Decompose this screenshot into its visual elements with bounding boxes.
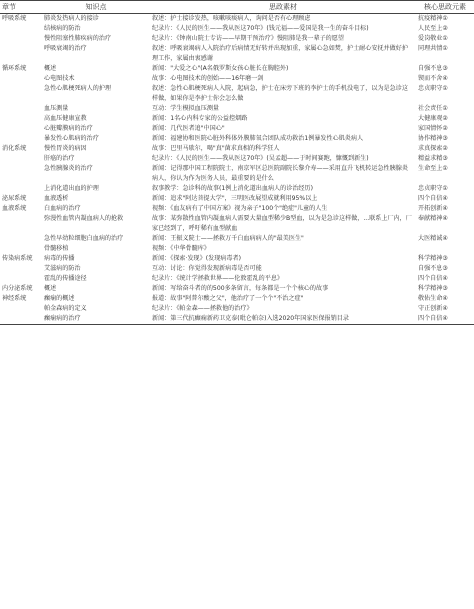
cell-material: 纪录片：《统计学拯救世界——伦敦霍乱的平息》 — [152, 275, 284, 282]
cell-chapter — [0, 264, 42, 274]
cell-knowledge-point: 癫痫的概述 — [44, 295, 75, 302]
table-row — [0, 304, 474, 314]
cell-material: 新闻：《探索·发现》(发现病毒者) — [152, 255, 241, 262]
table-row — [0, 74, 474, 84]
cell-material: 互动：学生模拟血压测量 — [152, 105, 220, 112]
cell-core-element: 忠贞职守① — [418, 185, 448, 192]
cell-material: 新闻："大爱之心"(A名俄罗斯女孩心脏长在胸腔外) — [152, 65, 289, 72]
cell-chapter — [0, 244, 42, 254]
table-row — [0, 164, 474, 184]
cell-knowledge-point: 慢性胃炎的病因 — [44, 145, 87, 152]
cell-chapter — [0, 34, 42, 44]
cell-chapter — [0, 154, 42, 164]
table-row — [0, 114, 474, 124]
cell-core-element — [416, 244, 474, 254]
header-core-element: 核心思政元素 — [416, 1, 474, 14]
cell-core-element: 奉献精神④ — [418, 215, 448, 222]
cell-knowledge-point: 结核病的防治 — [44, 25, 81, 32]
cell-core-element: 协作精神③ — [418, 135, 448, 142]
table-row — [0, 14, 474, 25]
table-row — [0, 284, 474, 294]
cell-core-element: 科学精神③ — [418, 255, 448, 262]
cell-knowledge-point: 急性早幼粒细胞白血病的治疗 — [44, 235, 124, 242]
cell-core-element: 大医精诚④ — [418, 235, 448, 242]
cell-chapter — [0, 134, 42, 144]
cell-chapter: 泌尿系统 — [2, 195, 27, 202]
cell-knowledge-point: 血压测量 — [44, 105, 69, 112]
cell-knowledge-point: 呼吸衰竭的治疗 — [44, 45, 87, 52]
cell-knowledge-point: 帕金森病的定义 — [44, 305, 87, 312]
cell-chapter: 内分泌系统 — [2, 285, 33, 292]
cell-knowledge-point: 霍乱的传播途径 — [44, 275, 87, 282]
table-row — [0, 194, 474, 204]
cell-core-element: 敬佑生命④ — [418, 295, 448, 302]
cell-material: 叙述：急性心肌梗死病人入院，起病急，护士在床旁下班的李护士的手机没电了，以为是急诊这样做，如果你是李护士你会怎么做 — [152, 85, 408, 102]
cell-core-element: 科学精神③ — [418, 285, 448, 292]
header-knowledge-point: 知识点 — [42, 1, 150, 14]
cell-knowledge-point: 概述 — [44, 285, 57, 292]
cell-material: 纪录片：《钟南山院士专访——早期干预治疗》慢阻肺是我一辈子的愿望 — [152, 35, 344, 42]
cell-core-element: 同理共情① — [418, 45, 448, 52]
cell-core-element: 四个自信④ — [416, 314, 474, 325]
cell-chapter — [0, 84, 42, 104]
cell-material: 新闻：记得那中国工程院院士，南京军区总医院副院长黎介寿——采用直升飞机转运急性胰腺炎病人，你认为作为医务人员，最重要的是什么 — [152, 165, 408, 182]
cell-knowledge-point: 上消化道出血的护理 — [44, 185, 99, 192]
cell-chapter: 传染病系统 — [2, 255, 33, 262]
cell-knowledge-point: 肝癌的治疗 — [44, 155, 75, 162]
table-row — [0, 244, 474, 254]
cell-material: 新闻：写给奋斗者的的500多条留言，每条都是一个个核心的故事 — [152, 285, 329, 292]
table-row — [0, 294, 474, 304]
cell-material: 纪录片：《帕金森——拯救他的治疗》 — [152, 305, 253, 312]
cell-material: 故事：心电图技术的创始——16年磨一剑 — [152, 75, 264, 82]
cell-knowledge-point: 概述 — [44, 65, 57, 72]
cell-chapter — [0, 44, 42, 64]
cell-material: 故事：巴里马歇尔，喝"真"菌求真相的科学狂人 — [152, 145, 280, 152]
cell-material: 叙事教学：急诊科的故事(1例上消化道出血病人的诊治经历) — [152, 185, 313, 192]
table-row — [0, 314, 474, 325]
cell-material: 新闻：第三代抗癫痫新药卫克泰(吡仑帕奈)入选2020年国家医保报销目录 — [150, 314, 416, 325]
header-material: 思政素材 — [150, 1, 416, 14]
table-row — [0, 34, 474, 44]
table-row — [0, 234, 474, 244]
table-row — [0, 184, 474, 194]
table-row — [0, 64, 474, 74]
cell-knowledge-point: 弥漫性血管内凝血病人的抢救 — [44, 215, 124, 222]
cell-chapter — [0, 104, 42, 114]
cell-core-element: 忠贞职守① — [418, 85, 448, 92]
cell-knowledge-point: 血液透析 — [44, 195, 69, 202]
cell-core-element: 求真探索② — [418, 145, 448, 152]
table-row — [0, 214, 474, 234]
cell-core-element: 守正创新④ — [418, 305, 448, 312]
cell-knowledge-point: 高血压健康宣教 — [44, 115, 87, 122]
cell-material: 报道：故事"阿普尔酸之父"，他治疗了一个个"不治之症" — [152, 295, 304, 302]
table-row — [0, 254, 474, 264]
cell-chapter — [0, 24, 42, 34]
cell-chapter — [0, 234, 42, 244]
cell-core-element: 社会责任① — [418, 105, 448, 112]
cell-knowledge-point: 病毒的传播 — [44, 255, 75, 262]
cell-core-element: 锲而不舍④ — [418, 75, 448, 82]
cell-core-element: 自强不息③ — [418, 65, 448, 72]
cell-chapter: 呼吸系统 — [2, 15, 27, 22]
cell-knowledge-point: 癫痫病的治疗 — [42, 314, 150, 325]
cell-material: 纪录片：《人民的医生——我从医这70年》(钱元福——爱国是我一生的奋斗目标) — [152, 25, 369, 32]
table-row — [0, 204, 474, 214]
cell-knowledge-point: 心脏瓣膜病的治疗 — [44, 125, 93, 132]
cell-chapter: 消化系统 — [2, 145, 27, 152]
cell-material: 互动：讨论：你觉得发现新病毒是否可能 — [152, 265, 262, 272]
table-row — [0, 84, 474, 104]
cell-material: 新闻：福建协和医院心脏外科体外膜肺氧合团队成功救治1例暴发性心肌炎病人 — [152, 135, 364, 142]
table-row — [0, 124, 474, 134]
cell-knowledge-point: 急性心肌梗死病人的护理 — [44, 85, 112, 92]
cell-core-element: 大健康观② — [418, 115, 448, 122]
table-row — [0, 44, 474, 64]
cell-core-element: 开拓创新④ — [418, 205, 448, 212]
cell-chapter — [0, 74, 42, 84]
cell-chapter: 神经系统 — [2, 295, 27, 302]
cell-material: 新闻：王振义院士——拯救万千白血病病人的"最美医生" — [152, 235, 304, 242]
cell-chapter — [0, 124, 42, 134]
cell-chapter — [0, 184, 42, 194]
cell-core-element: 四个自信④ — [418, 195, 448, 202]
cell-knowledge-point: 肺炎发热病人的接诊 — [44, 15, 99, 22]
table-row — [0, 144, 474, 154]
header-chapter: 章节 — [0, 1, 42, 14]
cell-material: 叙述：护士接诊发热，咳嗽咳痰病人，询问是否有心理顾虑 — [152, 15, 311, 22]
cell-material: 新闻：几代医者追"中国心" — [152, 125, 225, 132]
cell-material: 故事：某弥散性血管内凝血病人需要大量血型稀少B型血，以为是急诊这样做，...联系上厂内，厂家已经到了，呼吁稀有血型献血 — [152, 215, 412, 232]
table-row — [0, 154, 474, 164]
cell-chapter — [0, 314, 42, 325]
table-header-row — [0, 1, 474, 14]
table-row — [0, 24, 474, 34]
cell-knowledge-point: 艾滋病的防治 — [44, 265, 81, 272]
cell-chapter — [0, 274, 42, 284]
cell-chapter: 循环系统 — [2, 65, 27, 72]
cell-material: 新闻：1名心内科专家的公益控烟路 — [152, 115, 248, 122]
table-body — [0, 14, 474, 325]
cell-knowledge-point: 暴发性心肌病的治疗 — [44, 135, 99, 142]
cell-chapter — [0, 214, 42, 234]
cell-core-element: 家国情怀② — [418, 125, 448, 132]
cell-material: 叙述：呼吸衰竭病人入院治疗后病情无好转并出现加重，家属心急如焚，护士耐心安抚并做好护理工作，家属由衷感谢 — [152, 45, 408, 62]
table-row — [0, 104, 474, 114]
cell-knowledge-point: 心电图技术 — [44, 75, 75, 82]
cell-knowledge-point: 急性胰腺炎的治疗 — [44, 165, 93, 172]
cell-chapter: 血液系统 — [2, 205, 27, 212]
cell-core-element: 人民至上② — [418, 25, 448, 32]
cell-material: 视频：《中华骨髓库》 — [152, 245, 210, 252]
cell-knowledge-point: 骨髓移植 — [44, 245, 69, 252]
cell-knowledge-point: 慢性阻塞性肺疾病的治疗 — [44, 35, 112, 42]
table-row — [0, 134, 474, 144]
cell-core-element: 爱岗敬业① — [418, 35, 448, 42]
cell-chapter — [0, 304, 42, 314]
cell-material: 纪录片：《人民的医生——我从医这70年》(吴孟超——于时间赛跑，慷慨到新生) — [152, 155, 369, 162]
cell-core-element: 抗疫精神① — [418, 15, 448, 22]
cell-core-element: 自强不息③ — [418, 265, 448, 272]
cell-knowledge-point: 白血病的治疗 — [44, 205, 81, 212]
cell-chapter — [0, 164, 42, 184]
table-row — [0, 264, 474, 274]
cell-core-element: 四个自信④ — [418, 275, 448, 282]
cell-material: 新闻：追求"阿达菩提大学"，三明医改展望成就利用95%以上 — [152, 195, 318, 202]
cell-material: 视频：《血友病有了中国方案》视为亲子"100个"绝症"儿童的人生 — [152, 205, 328, 212]
cell-core-element: 精益求精③ — [418, 155, 448, 162]
table-row — [0, 274, 474, 284]
cell-chapter — [0, 114, 42, 124]
cell-core-element: 生命至上① — [418, 165, 448, 172]
